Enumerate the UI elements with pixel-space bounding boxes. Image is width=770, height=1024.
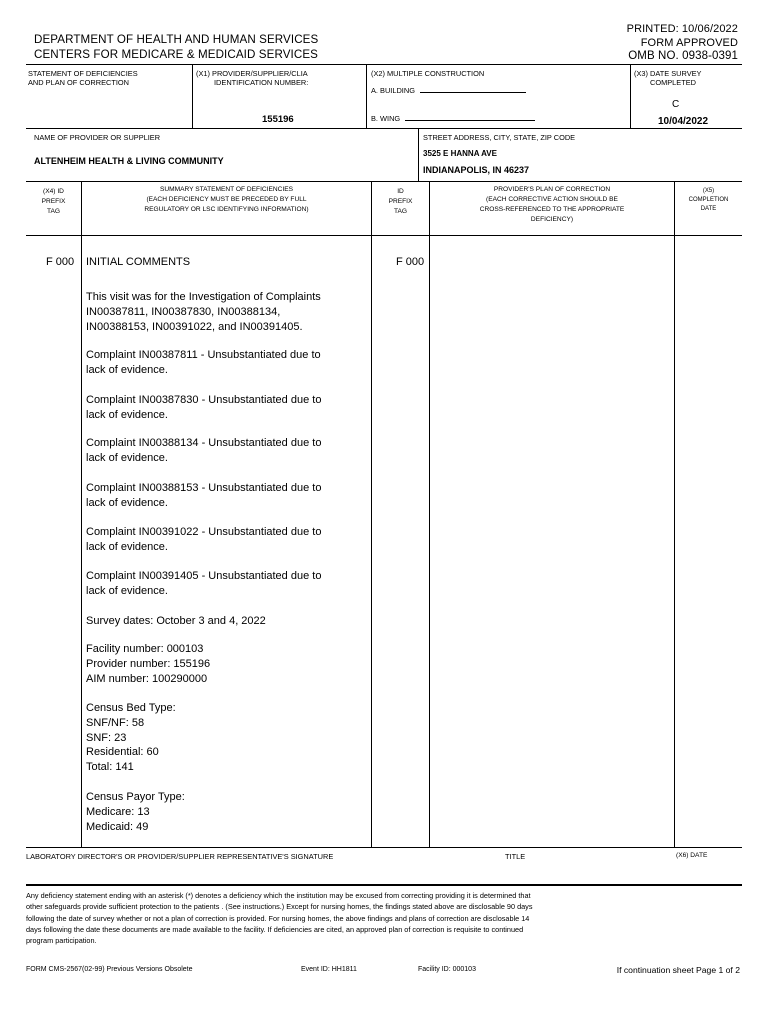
building-field: [371, 85, 526, 96]
x1-label-2: IDENTIFICATION NUMBER:: [214, 78, 309, 87]
aim-number: AIM number: 100290000: [86, 672, 208, 685]
x5-header-1: (X5): [702, 188, 715, 194]
census-medicare: Medicare: 13: [86, 805, 150, 818]
plan-header-1: PROVIDER'S PLAN OF CORRECTION: [493, 186, 611, 193]
complaint-line: lack of evidence.: [86, 496, 168, 509]
disclaimer-line: days following the date these documents are made available to the facility. If deficiencies are cited, an approved plan of correction is requisite to continued: [26, 924, 524, 934]
form-approved: FORM APPROVED: [640, 37, 738, 49]
title-label: TITLE: [505, 852, 526, 861]
intro-line: IN00388153, IN00391022, and IN00391405.: [86, 320, 303, 333]
tag-right: F 000: [396, 256, 425, 268]
summary-header-1: SUMMARY STATEMENT OF DEFICIENCIES: [159, 186, 294, 193]
wing-field: [371, 113, 535, 124]
complaint-1: [86, 348, 346, 378]
complaint-line: Complaint IN00387811 - Unsubstantiated due to: [86, 349, 321, 361]
disclaimer-line: program participation.: [26, 936, 97, 946]
census-residential: Residential: 60: [86, 746, 159, 759]
department-title: DEPARTMENT OF HEALTH AND HUMAN SERVICES: [34, 33, 319, 46]
complaint-line: lack of evidence.: [86, 451, 168, 464]
provider-number: Provider number: 155196: [86, 657, 211, 670]
col-divider-plan: [674, 181, 675, 847]
id-header-1: ID: [397, 188, 404, 195]
provider-name-label: NAME OF PROVIDER OR SUPPLIER: [34, 133, 161, 142]
tag-left: F 000: [46, 256, 75, 268]
complaint-line: Complaint IN00388153 - Unsubstantiated due to: [86, 482, 322, 494]
box1-divider-1: [192, 64, 193, 128]
printed-date: PRINTED: 10/06/2022: [626, 23, 738, 35]
intro-line: IN00387811, IN00387830, IN00388134,: [86, 305, 281, 318]
footer-form: FORM CMS-2567(02-99) Previous Versions Obsolete: [26, 966, 193, 973]
complaint-line: Complaint IN00391405 - Unsubstantiated due to: [86, 570, 322, 582]
complaint-6: [86, 569, 346, 599]
census-payor-type: [86, 790, 346, 834]
entry-title: INITIAL COMMENTS: [86, 256, 191, 268]
x4-header-2: PREFIX: [41, 198, 66, 205]
wing-label: B. WING: [371, 114, 401, 123]
box1-bottom-border: [26, 128, 742, 129]
provider-divider: [418, 128, 419, 181]
city-state-zip: INDIANAPOLIS, IN 46237: [423, 165, 530, 175]
box1-divider-3: [630, 64, 631, 128]
complaint-line: lack of evidence.: [86, 363, 168, 376]
summary-header-2: (EACH DEFICIENCY MUST BE PRECEDED BY FULL: [146, 196, 307, 203]
complaint-line: Complaint IN00387830 - Unsubstantiated due to: [86, 394, 322, 406]
signature-top-border: [26, 847, 742, 848]
street-address: 3525 E HANNA AVE: [423, 149, 497, 158]
id-header-3: TAG: [393, 208, 408, 215]
x5-header-3: DATE: [700, 206, 717, 212]
complaint-4: [86, 481, 346, 511]
survey-dates: Survey dates: October 3 and 4, 2022: [86, 615, 266, 627]
provider-name: ALTENHEIM HEALTH & LIVING COMMUNITY: [34, 156, 224, 166]
plan-header-2: (EACH CORRECTIVE ACTION SHOULD BE: [486, 196, 618, 203]
complaint-line: Complaint IN00391022 - Unsubstantiated due to: [86, 526, 322, 538]
x5-header-2: COMPLETION: [688, 197, 729, 203]
disclaimer-line: following the date of survey whether or not a plan of correction is provided. For nursing homes, the above findings and plans of correction are disclosable 14: [26, 913, 530, 923]
building-label: A. BUILDING: [371, 86, 415, 95]
col-divider-id: [429, 181, 430, 847]
intro-line: This visit was for the Investigation of Complaints: [86, 291, 321, 303]
statement-label-1: STATEMENT OF DEFICIENCIES: [28, 69, 138, 78]
disclaimer-line: Any deficiency statement ending with an asterisk (*) denotes a deficiency which the institution may be excused from correcting providing it is determined that: [26, 891, 531, 900]
address-label: STREET ADDRESS, CITY, STATE, ZIP CODE: [423, 133, 576, 142]
survey-completed-date: 10/04/2022: [658, 116, 709, 127]
census-medicaid: Medicaid: 49: [86, 820, 149, 833]
census-payor-heading: Census Payor Type:: [86, 791, 185, 803]
complaint-line: Complaint IN00388134 - Unsubstantiated due to: [86, 437, 322, 449]
x4-header-1: (X4) ID: [43, 188, 64, 195]
x2-label: (X2) MULTIPLE CONSTRUCTION: [371, 69, 485, 78]
summary-header-3: REGULATORY OR LSC IDENTIFYING INFORMATION): [144, 206, 309, 213]
survey-code: C: [672, 99, 680, 110]
complaint-line: lack of evidence.: [86, 540, 168, 553]
complaint-line: lack of evidence.: [86, 408, 168, 421]
centers-title: CENTERS FOR MEDICARE & MEDICAID SERVICES: [34, 48, 319, 61]
building-blank: [420, 85, 526, 93]
columns-header-bottom: [26, 235, 742, 236]
complaint-2: [86, 393, 346, 423]
plan-header-4: DEFICIENCY): [530, 216, 574, 223]
statement-label-2: AND PLAN OF CORRECTION: [28, 78, 130, 87]
signature-bottom-border: [26, 884, 742, 886]
x3-label-1: (X3) DATE SURVEY: [634, 69, 702, 78]
census-bed-heading: Census Bed Type:: [86, 702, 176, 714]
col-divider-summary: [371, 181, 372, 847]
complaint-line: lack of evidence.: [86, 584, 168, 597]
signature-label: LABORATORY DIRECTOR'S OR PROVIDER/SUPPLIER REPRESENTATIVE'S SIGNATURE: [26, 852, 334, 861]
signature-date-label: (X6) DATE: [676, 852, 708, 859]
disclaimer: [26, 890, 532, 946]
census-snf: SNF: 23: [86, 731, 127, 744]
complaint-3: [86, 436, 346, 466]
census-bed-type: [86, 701, 346, 775]
x3-label-2: COMPLETED: [650, 78, 696, 87]
wing-blank: [405, 113, 535, 121]
footer-continuation: If continuation sheet Page 1 of 2: [616, 965, 740, 975]
intro-paragraph: [86, 290, 346, 334]
footer-facility-id: Facility ID: 000103: [418, 966, 476, 973]
facility-info: [86, 642, 346, 686]
disclaimer-line: other safeguards provide sufficient protection to the patients . (See instructions.) Except for nursing homes, the findings stated above are disclosable 90 days: [26, 902, 533, 912]
plan-header-3: CROSS-REFERENCED TO THE APPROPRIATE: [479, 206, 625, 213]
census-snf-nf: SNF/NF: 58: [86, 716, 145, 729]
x4-header-3: TAG: [46, 208, 61, 215]
box1-divider-2: [366, 64, 367, 128]
provider-bottom-border: [26, 181, 742, 182]
complaint-5: [86, 525, 346, 555]
omb-number: OMB NO. 0938-0391: [628, 50, 738, 62]
id-header-2: PREFIX: [388, 198, 413, 205]
col-divider-x4: [81, 181, 82, 847]
facility-number: Facility number: 000103: [86, 643, 204, 655]
footer-event-id: Event ID: HH1811: [301, 966, 357, 973]
census-total: Total: 141: [86, 761, 134, 774]
provider-id-number: 155196: [262, 114, 294, 125]
x1-label-1: (X1) PROVIDER/SUPPLIER/CLIA: [196, 69, 308, 78]
box-top-border: [26, 64, 742, 65]
